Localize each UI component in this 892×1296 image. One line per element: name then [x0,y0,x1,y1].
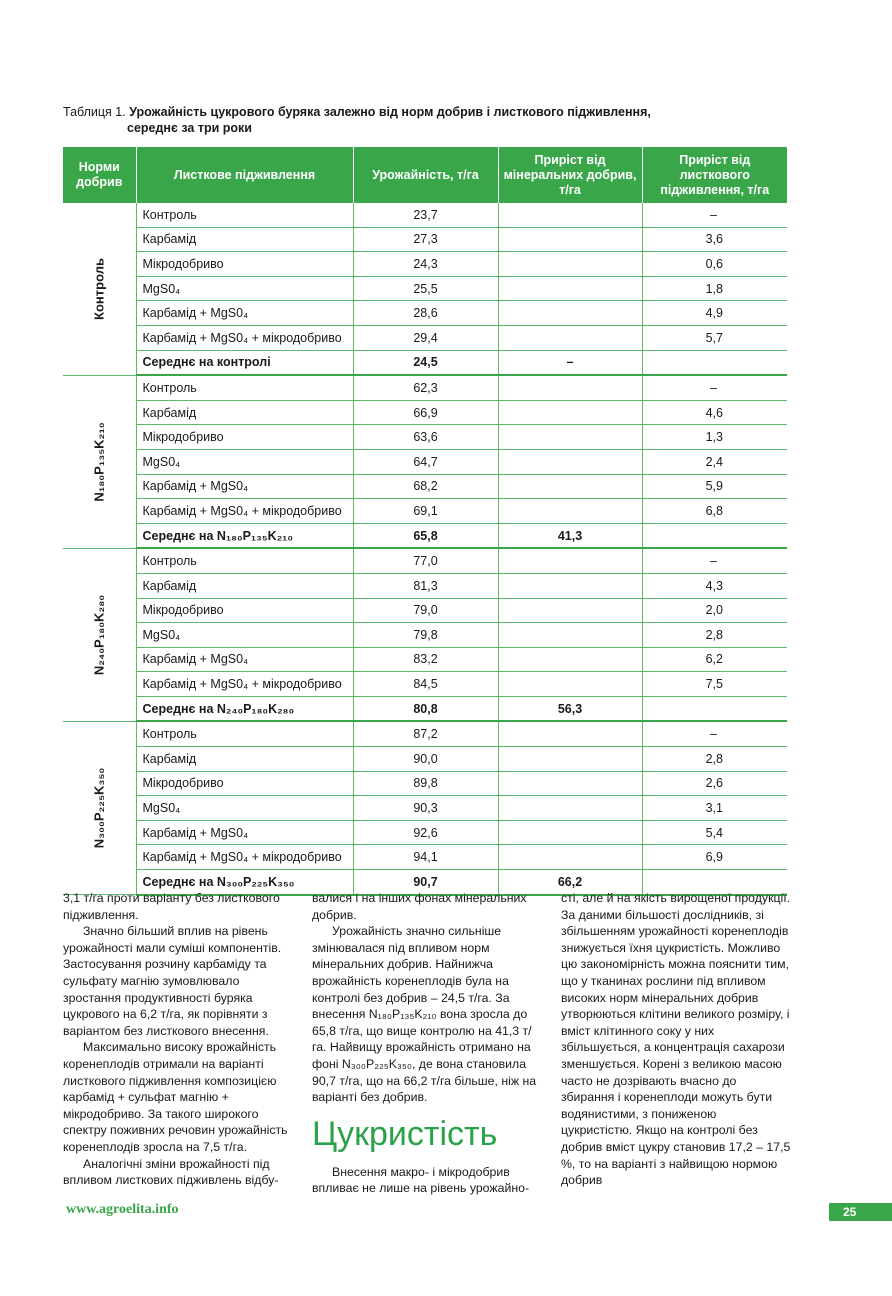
paragraph: Максимально високу врожайність коренеплодів отримали на варіанті листкового підживлення композицією карбамід + сульфат магнію + мікродобриво. За такого широкого спектру поживних речовин урожайність коренеплодів зросла на 7,5 т/га. [63,1040,288,1154]
feeding-cell: Карбамід + MgS0₄ [136,474,353,499]
norm-group-cell [63,375,136,548]
gain-mineral-cell [498,573,642,598]
table-row [63,474,787,499]
feeding-cell: Карбамід + MgS0₄ + мікродобриво [136,672,353,697]
norm-label: N₃₀₀P₂₂₅K₃₅₀ [91,767,107,849]
gain-mineral-cell [498,845,642,870]
feeding-cell: Контроль [136,203,353,227]
table-row [63,227,787,252]
gain-leaf-cell: 2,6 [642,771,787,796]
feeding-cell: MgS0₄ [136,276,353,301]
gain-leaf-cell: – [642,548,787,573]
avg-label-cell: Середнє на N₃₀₀P₂₂₅K₃₅₀ [136,870,353,895]
avg-gain-leaf-cell [642,523,787,548]
caption-label: Таблиця 1. [63,105,126,119]
header-yield: Урожайність, т/га [353,147,498,203]
table-row [63,325,787,350]
table-row [63,375,787,400]
table-row [63,747,787,772]
yield-cell: 24,3 [353,252,498,277]
paragraph: Аналогічні зміни врожайності під впливом листкових підживлень відбу- [63,1156,279,1188]
gain-leaf-cell: 7,5 [642,672,787,697]
gain-leaf-cell: 6,8 [642,499,787,524]
average-row [63,696,787,721]
avg-gain-leaf-cell [642,696,787,721]
feeding-cell: MgS0₄ [136,623,353,648]
header-gain-leaf: Приріст від листкового підживлення, т/га [642,147,787,203]
yield-cell: 79,8 [353,623,498,648]
table-row [63,203,787,227]
avg-gain-mineral-cell: 41,3 [498,523,642,548]
gain-mineral-cell [498,325,642,350]
table-row [63,252,787,277]
feeding-cell: Карбамід + MgS0₄ [136,647,353,672]
gain-mineral-cell [498,747,642,772]
feeding-cell: MgS0₄ [136,449,353,474]
paragraph: сті, але й на якість вирощеної продукції. За даними більшості дослідників, зі збільшенням урожайності коренеплодів знижується їхня цукристість. Можливо цю закономірність можна пояснити тим, що у тканинах рослини під впливом високих норм мінеральних добрив утворюються клітини великого розміру, і вміст клітинного соку у них збільшується, а концентрація сахарози зменшується. Корені з великою масою часто не дозрівають вчасно до збирання і коренеплоди можуть бути водянистими, з пониженою цукристістю. Якщо на контролі без добрив вміст цукру становив 17,2 – 17,5 %, то на варіанті з найвищою нормою добрив [561,891,791,1188]
page-number: 25 [829,1203,892,1221]
gain-mineral-cell [498,425,642,450]
gain-leaf-cell: 6,2 [642,647,787,672]
caption-title-line2: середнє за три роки [127,121,252,135]
yield-cell: 62,3 [353,375,498,400]
paragraph: 3,1 т/га проти варіанту без листкового підживлення. [63,891,280,922]
caption-title: Урожайність цукрового буряка залежно від норм добрив і листкового підживлення, [129,105,651,119]
gain-leaf-cell: 4,9 [642,301,787,326]
gain-leaf-cell: 3,1 [642,796,787,821]
header-feeding: Листкове підживлення [136,147,353,203]
feeding-cell: Контроль [136,375,353,400]
gain-leaf-cell: 0,6 [642,252,787,277]
yield-cell: 23,7 [353,203,498,227]
gain-mineral-cell [498,400,642,425]
article-column-3 [561,890,791,1189]
yield-cell: 66,9 [353,400,498,425]
yield-cell: 90,3 [353,796,498,821]
table-row [63,276,787,301]
feeding-cell: Мікродобриво [136,425,353,450]
yield-cell: 25,5 [353,276,498,301]
table-row [63,573,787,598]
yield-cell: 27,3 [353,227,498,252]
gain-leaf-cell: – [642,721,787,746]
norm-group-cell [63,203,136,375]
table-row [63,449,787,474]
gain-mineral-cell [498,276,642,301]
gain-leaf-cell: 3,6 [642,227,787,252]
feeding-cell: Мікродобриво [136,252,353,277]
gain-mineral-cell [498,672,642,697]
norm-label: Контроль [91,257,107,320]
paragraph: Урожайність значно сильніше змінювалася під впливом норм мінеральних добрив. Найнижча врожайність коренеплодів була на контролі без добрив – 24,5 т/га. За внесення N₁₈₀P₁₃₅K₂₁₀ вона зросла до 65,8 т/га, що вище контролю на 41,3 т/га. Найвищу врожайність отримано на фоні N₃₀₀P₂₂₅K₃₅₀, де вона становила 90,7 т/га, що на 66,2 т/га більше, ніж на варіанті без добрив. [312,924,537,1105]
table-row [63,721,787,746]
table-row [63,771,787,796]
avg-label-cell: Середнє на N₁₈₀P₁₃₅K₂₁₀ [136,523,353,548]
avg-gain-mineral-cell: 66,2 [498,870,642,895]
gain-mineral-cell [498,203,642,227]
gain-mineral-cell [498,474,642,499]
gain-leaf-cell: 5,7 [642,325,787,350]
gain-leaf-cell: 1,3 [642,425,787,450]
gain-mineral-cell [498,227,642,252]
gain-mineral-cell [498,449,642,474]
gain-leaf-cell: 2,0 [642,598,787,623]
yield-cell: 63,6 [353,425,498,450]
yield-cell: 90,0 [353,747,498,772]
feeding-cell: Контроль [136,548,353,573]
gain-leaf-cell: 4,6 [642,400,787,425]
gain-leaf-cell: 2,8 [642,623,787,648]
paragraph: Значно більший вплив на рівень урожайності мали суміші компонентів. Застосування розчину карбаміду та сульфату магнію зумовлювало зростання продуктивності буряка цукрового на 6,2 т/га, як порівняти з варіантом без листкового внесення. [63,924,282,1038]
feeding-cell: Мікродобриво [136,771,353,796]
gain-leaf-cell: 5,9 [642,474,787,499]
avg-yield-cell: 24,5 [353,350,498,375]
website-link[interactable]: www.agroelita.info [66,1202,179,1217]
feeding-cell: MgS0₄ [136,796,353,821]
paragraph: Внесення макро- і мікродобрив впливає не лише на рівень урожайно- [312,1164,530,1196]
yield-cell: 79,0 [353,598,498,623]
feeding-cell: Карбамід + MgS0₄ + мікродобриво [136,325,353,350]
table-row [63,845,787,870]
norm-group-cell [63,721,136,894]
feeding-cell: Мікродобриво [136,598,353,623]
table-row [63,548,787,573]
table-row [63,301,787,326]
yield-cell: 94,1 [353,845,498,870]
gain-leaf-cell: 2,8 [642,747,787,772]
norm-label: N₂₄₀P₁₈₀K₂₈₀ [91,594,107,676]
norm-label: N₁₈₀P₁₃₅K₂₁₀ [91,422,107,502]
gain-mineral-cell [498,796,642,821]
gain-mineral-cell [498,771,642,796]
avg-label-cell: Середнє на N₂₄₀P₁₈₀K₂₈₀ [136,696,353,721]
avg-yield-cell: 65,8 [353,523,498,548]
yield-cell: 87,2 [353,721,498,746]
yield-cell: 68,2 [353,474,498,499]
yield-cell: 81,3 [353,573,498,598]
gain-mineral-cell [498,647,642,672]
yield-cell: 64,7 [353,449,498,474]
gain-mineral-cell [498,598,642,623]
yield-cell: 77,0 [353,548,498,573]
gain-leaf-cell: 6,9 [642,845,787,870]
yield-cell: 69,1 [353,499,498,524]
paragraph: валися і на інших фонах мінеральних добрив. [312,891,527,922]
gain-mineral-cell [498,252,642,277]
avg-gain-leaf-cell [642,350,787,375]
table-header-row [63,147,787,203]
gain-leaf-cell: – [642,203,787,227]
avg-gain-mineral-cell: 56,3 [498,696,642,721]
gain-leaf-cell: 1,8 [642,276,787,301]
avg-yield-cell: 80,8 [353,696,498,721]
average-row [63,523,787,548]
feeding-cell: Карбамід [136,400,353,425]
feeding-cell: Контроль [136,721,353,746]
table-caption [63,104,703,136]
yield-table [63,147,787,896]
gain-leaf-cell: 5,4 [642,820,787,845]
gain-mineral-cell [498,721,642,746]
gain-mineral-cell [498,499,642,524]
yield-cell: 28,6 [353,301,498,326]
table-row [63,672,787,697]
avg-label-cell: Середнє на контролі [136,350,353,375]
avg-yield-cell: 90,7 [353,870,498,895]
header-gain-mineral: Приріст від мінеральних добрив, т/га [498,147,642,203]
table-row [63,400,787,425]
table-row [63,647,787,672]
gain-leaf-cell: 4,3 [642,573,787,598]
norm-group-cell [63,548,136,721]
table-row [63,425,787,450]
yield-cell: 29,4 [353,325,498,350]
yield-cell: 92,6 [353,820,498,845]
feeding-cell: Карбамід + MgS0₄ [136,820,353,845]
gain-mineral-cell [498,623,642,648]
feeding-cell: Карбамід [136,573,353,598]
avg-gain-mineral-cell: – [498,350,642,375]
gain-mineral-cell [498,548,642,573]
table-row [63,499,787,524]
table-row [63,820,787,845]
section-heading: Цукристість [312,1114,498,1153]
table-row [63,796,787,821]
article-column-2 [312,890,542,1197]
article-column-1 [63,890,293,1189]
feeding-cell: Карбамід + MgS0₄ [136,301,353,326]
gain-leaf-cell: 2,4 [642,449,787,474]
gain-mineral-cell [498,375,642,400]
feeding-cell: Карбамід + MgS0₄ + мікродобриво [136,499,353,524]
header-norms: Норми добрив [63,147,136,203]
yield-cell: 84,5 [353,672,498,697]
table-row [63,598,787,623]
yield-cell: 89,8 [353,771,498,796]
gain-mineral-cell [498,820,642,845]
feeding-cell: Карбамід + MgS0₄ + мікродобриво [136,845,353,870]
gain-leaf-cell: – [642,375,787,400]
feeding-cell: Карбамід [136,747,353,772]
table-row [63,623,787,648]
gain-mineral-cell [498,301,642,326]
average-row [63,350,787,375]
yield-cell: 83,2 [353,647,498,672]
feeding-cell: Карбамід [136,227,353,252]
